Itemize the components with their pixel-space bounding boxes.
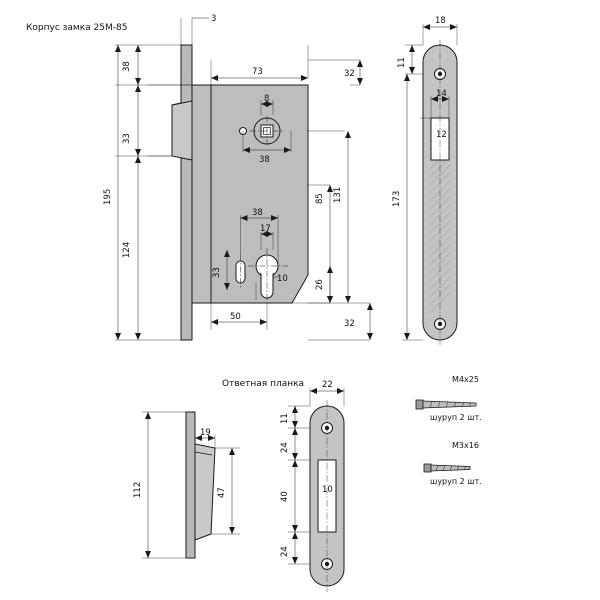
dim-label-112: 112 [133, 481, 143, 498]
dim-label-10-main: 10 [277, 274, 288, 284]
dim-label-24-bottom: 24 [280, 546, 290, 557]
dim-label-38-cyl: 38 [252, 208, 263, 218]
faceplate-side-view [392, 16, 457, 345]
screw1-size-label: M4x25 [452, 375, 479, 384]
page-title: Корпус замка 25M-85 [26, 23, 128, 33]
dim-label-14: 14 [436, 89, 447, 99]
strike-opening [318, 460, 336, 532]
dim-label-24-top: 24 [280, 442, 290, 453]
screw2-size-label: M3x16 [452, 441, 479, 450]
lock-case-neck [192, 85, 211, 303]
dim-label-124: 124 [122, 241, 132, 258]
strike-plate-body [186, 412, 195, 558]
dim-label-26: 26 [315, 279, 325, 290]
dim-label-22: 22 [322, 380, 333, 390]
faceplate-front [181, 45, 192, 340]
dim-label-173: 173 [392, 190, 402, 207]
latch-bolt [172, 101, 192, 160]
dim-label-8: 8 [264, 94, 270, 104]
dim-label-38-square: 38 [259, 155, 270, 165]
dim-label-73: 73 [252, 67, 263, 77]
dim-label-12: 12 [436, 130, 447, 140]
strike-plate-lip [195, 444, 215, 540]
strike-plate-title: Ответная планка [222, 379, 305, 389]
hardware-list [416, 375, 482, 486]
dim-label-3: 3 [211, 14, 217, 24]
dim-label-11-side: 11 [397, 57, 407, 68]
dim-label-85: 85 [315, 193, 325, 204]
screw1-head [416, 400, 423, 409]
strike-plate-front-view [280, 380, 344, 592]
strike-plate-profile-view [133, 412, 240, 558]
dim-label-195: 195 [103, 188, 113, 205]
dim-label-33-upper: 33 [122, 133, 132, 144]
dim-label-19: 19 [200, 428, 211, 438]
dim-label-40: 40 [280, 491, 290, 502]
dim-label-17: 17 [260, 224, 271, 234]
dim-label-47: 47 [217, 487, 227, 498]
dim-label-32-bottom: 32 [344, 319, 355, 329]
dim-label-18: 18 [435, 16, 446, 26]
screw2-qty-label: шуруп 2 шт. [430, 477, 482, 486]
dim-label-38-top: 38 [122, 61, 132, 72]
screw2-head [424, 464, 431, 472]
screw-icon-m3x16 [424, 464, 470, 472]
dim-label-32-top: 32 [344, 69, 355, 79]
main-lock-body-view [103, 14, 370, 340]
dim-label-10-strike: 10 [322, 485, 333, 495]
dim-label-50: 50 [230, 312, 241, 322]
dim-label-11-strike: 11 [280, 413, 290, 424]
screw-icon-m4x25 [416, 400, 476, 409]
screw1-qty-label: шуруп 2 шт. [430, 413, 482, 422]
dim-label-33-cyl: 33 [212, 267, 222, 278]
dim-label-131: 131 [333, 186, 343, 203]
